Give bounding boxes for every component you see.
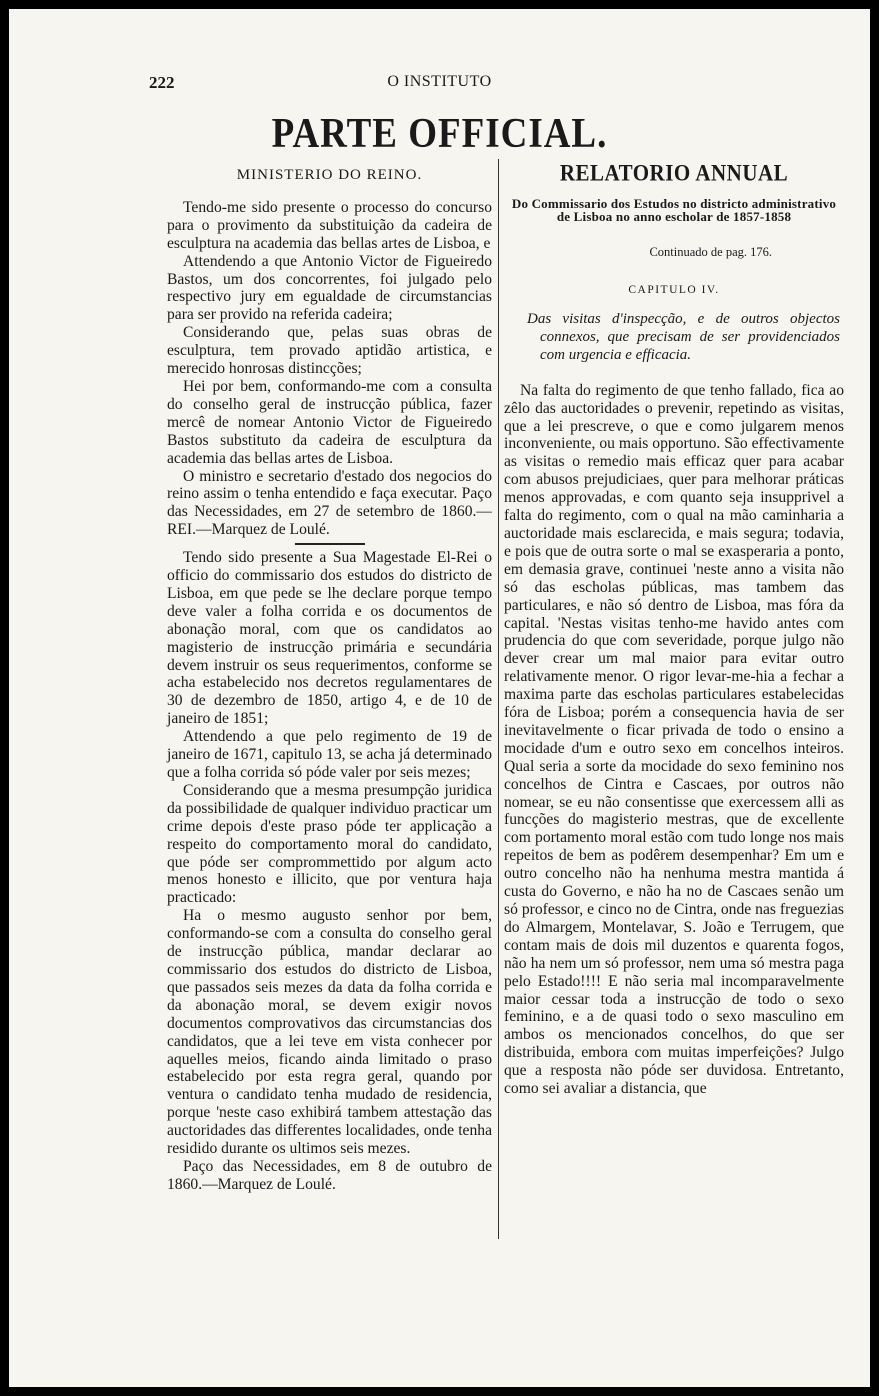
page xyxy=(9,9,870,1387)
decree-paragraph: Considerando que, pelas suas obras de esculptura, tem provado aptidão artistica, e merecido honrosas distincções; xyxy=(167,324,492,378)
decree-paragraph: Tendo sido presente a Sua Magestade El-Rei o officio do commissario dos estudos do districto de Lisboa, em que pede se lhe declare porque tempo deve valer a folha corrida e os documentos de abonação moral, com que os candidatos ao magisterio de instrucção primária e secundária devem instruir os seus requerimentos, conforme se acha estabelecido nos decretos regulamentares de 30 de dezembro de 1850, artigo 4, e de 10 de janeiro de 1851; xyxy=(167,549,492,728)
decree-paragraph: Paço das Necessidades, em 8 de outubro de 1860.—Marquez de Loulé. xyxy=(167,1157,492,1193)
decree-paragraph: Tendo-me sido presente o processo do concurso para o provimento da substituição da cadeira de esculptura na academia das bellas artes de Lisboa, e xyxy=(167,198,492,252)
left-column xyxy=(167,159,492,1194)
decree-paragraph: O ministro e secretario d'estado dos negocios do reino assim o tenha entendido e faça executar. Paço das Necessidades, em 27 de setembro de 1860.—REI.—Marquez de Loulé. xyxy=(167,467,492,539)
separator-rule xyxy=(295,543,365,545)
decree-paragraph: Considerando que a mesma presumpção juridica da possibilidade de qualquer individuo practicar um crime depois d'este praso póde ter applicação a respeito do comportamento moral do candidato, que póde ser comprommettido por algum acto menos honesto e illicito, que por ventura haja practicado: xyxy=(167,781,492,907)
running-head: O INSTITUTO xyxy=(387,73,492,90)
report-title: RELATORIO ANNUAL xyxy=(559,159,789,187)
report-paragraph: Na falta do regimento de que tenho fallado, fica ao zêlo das auctoridades o prevenir, repetindo as visitas, que a lei prescreve, o que e como julgarem menos inconveniente, ou mais opportuno. São effectivamente as visitas o remedio mais efficaz quer para acabar com abusos prejudiciaes, quer para melhorar práticas menos approvadas, e com quanto seja insupprivel a falta do regimento, com o qual na mão caminharia a auctoridade mais esclarecida, e mais segura; todavia, e pois que de outra sorte o mal se exasperaria a ponto, em demasia grave, continuei 'neste anno a visita não só das escholas públicas, mas tambem das particulares, e não só dentro de Lisboa, mas fóra da capital. 'Nestas visitas tenho-me havido antes com prudencia do que com severidade, porque julgo não dever crear um mal maior para evitar outro relativamente menor. O rigor levar-me-hia a fechar a maxima parte das escholas particulares estabelecidas fóra de Lisboa; porém a consequencia havia de ser inevitavelmente o ficar privada de todo o ensino a mocidade d'um e outro sexo em concelhos inteiros. Qual seria a sorte da mocidade do sexo feminino nos concelhos de Cintra e Cascaes, por outros não nomear, se eu não consentisse que exercessem alli as funcções do magisterio mestras, que de excellente com portamento moral estão com tudo longe nos mais repeitos de bem as podêrem desempenhar? Em um e outro concelho não ha nenhuma mestra mantida á custa do Governo, e não ha no de Cascaes senão um só professor, e cinco no de Cintra, onde nas freguezias do Almargem, Montelavar, S. João e Terrugem, que contam mais de dois mil duzentos e quarenta fogos, não ha nem um só professor, nem uma só mestra paga pelo Estado!!!! E não seria mal incomparavelmente maior cessar toda a instrucção de todo o sexo feminino, e a de quasi todo o sexo masculino em ambos os mencionados concelhos, do que ser distribuida, embora com muitas imperfeições? Julgo que a resposta não póde ser duvidosa. Entretanto, como sei avaliar a distancia, que xyxy=(504,381,844,1098)
decree-paragraph: Ha o mesmo augusto senhor por bem, conformando-se com a consulta do conselho geral de instrucção pública, mandar declarar ao commissario dos estudos do districto de Lisboa, que passados seis mezes da data da folha corrida e da abonação moral, se devem exigir novos documentos comprovativos das circumstancias dos candidatos, que a lei teve em vista conhecer por aquelles meios, ficando ainda limitado o praso estabelecido por esta regra geral, quando por ventura o candidato tenha mudado de residencia, porque 'neste caso exhibirá tambem attestação das auctoridades das differentes localidades, onde tenha residido durante os ultimos seis mezes. xyxy=(167,907,492,1158)
decree-paragraph: Attendendo a que Antonio Victor de Figueiredo Bastos, um dos concorrentes, foi julgado pelo respectivo jury em egualdade de circumstancias para ser provido na referida cadeira; xyxy=(167,252,492,324)
decree-paragraph: Attendendo a que pelo regimento de 19 de janeiro de 1671, capitulo 13, se acha já determinado que a folha corrida só póde valer por seis mezes; xyxy=(167,728,492,781)
page-number: 222 xyxy=(149,73,175,92)
right-column xyxy=(504,159,844,1098)
section-title: PARTE OFFICIAL. xyxy=(271,110,608,158)
chapter-heading: CAPITULO IV. xyxy=(628,283,720,296)
ministry-heading: MINISTERIO DO REINO. xyxy=(236,167,423,183)
page-header xyxy=(9,73,870,97)
column-divider xyxy=(498,159,499,1239)
continued-note: Continuado de pag. 176. xyxy=(649,244,772,259)
decree-paragraph: Hei por bem, conformando-me com a consulta do conselho geral de instrucção pública, fazer mercê de nomear Antonio Victor de Figueiredo Bastos substituto da cadeira de esculptura da academia das bellas artes de Lisboa. xyxy=(167,377,492,467)
chapter-summary: Das visitas d'inspecção, e de outros objectos connexos, que precisam de ser providenciados com urgencia e efficacia. xyxy=(527,310,840,363)
report-subtitle: Do Commissario dos Estudos no districto administrativo de Lisboa no anno escholar de 1857-1858 xyxy=(511,195,837,225)
